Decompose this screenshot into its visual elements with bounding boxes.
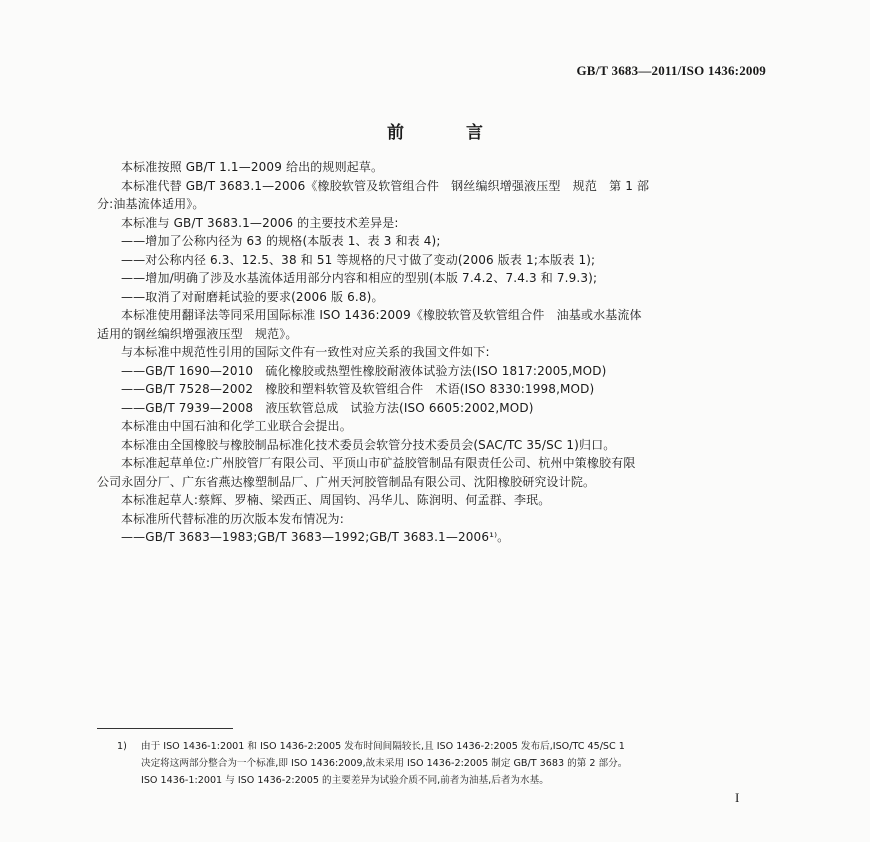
paragraph-line: ——取消了对耐磨耗试验的要求(2006 版 6.8)。 (121, 289, 384, 304)
paragraph-line: 本标准由全国橡胶与橡胶制品标准化技术委员会软管分技术委员会(SAC/TC 35/SC 1)归口。 (121, 437, 616, 452)
paragraph-line: 分:油基流体适用》。 (97, 197, 205, 211)
page-title: 前 言 (387, 123, 511, 143)
footnote-text: 由于 ISO 1436-1:2001 和 ISO 1436-2:2005 发布时间间隔较长,且 ISO 1436-2:2005 发布后,ISO/TC 45/SC 1 (141, 741, 625, 752)
footnote-block (117, 738, 777, 789)
paragraph-line: 本标准与 GB/T 3683.1—2006 的主要技术差异是: (121, 215, 399, 230)
footnote-line: ISO 1436-1:2001 与 ISO 1436-2:2005 的主要差异为试验介质不同,前者为油基,后者为水基。 (141, 775, 549, 786)
paragraph-line: ——GB/T 7939—2008 液压软管总成 试验方法(ISO 6605:2002,MOD) (121, 400, 534, 415)
paragraph-line: 与本标准中规范性引用的国际文件有一致性对应关系的我国文件如下: (121, 345, 490, 359)
paragraph-line: ——GB/T 7528—2002 橡胶和塑料软管及软管组合件 术语(ISO 8330:1998,MOD) (121, 382, 595, 396)
footnote-divider (97, 728, 233, 729)
paragraph-line: 本标准所代替标准的历次版本发布情况为: (121, 511, 344, 526)
paragraph-line: ——增加/明确了涉及水基流体适用部分内容和相应的型别(本版 7.4.2、7.4.3 和 7.9.3); (121, 271, 598, 285)
paragraph-line: 本标准起草单位:广州胶管厂有限公司、平顶山市矿益胶管制品有限责任公司、杭州中策橡胶有限 (121, 456, 636, 470)
paragraph-line: 本标准使用翻译法等同采用国际标准 ISO 1436:2009《橡胶软管及软管组合件 油基或水基流体 (121, 308, 642, 322)
foreword-body (97, 158, 777, 547)
paragraph-line: 适用的钢丝编织增强液压型 规范》。 (97, 326, 298, 341)
footnote-line (117, 738, 777, 755)
paragraph-line: ——GB/T 1690—2010 硫化橡胶或热塑性橡胶耐液体试验方法(ISO 1817:2005,MOD) (121, 363, 607, 378)
paragraph-line: 本标准代替 GB/T 3683.1—2006《橡胶软管及软管组合件 钢丝编织增强液压型 规范 第 1 部 (121, 178, 650, 193)
paragraph-line: 公司永固分厂、广东省燕达橡塑制品厂、广州天河胶管制品有限公司、沈阳橡胶研究设计院。 (97, 474, 596, 489)
page-number: I (735, 790, 740, 805)
paragraph-line: 本标准起草人:蔡辉、罗楠、梁西正、周国钧、冯华儿、陈润明、何孟群、李珉。 (121, 493, 551, 507)
paragraph-line: ——GB/T 3683—1983;GB/T 3683—1992;GB/T 3683.1—2006¹⁾。 (121, 530, 510, 544)
footnote-line: 决定将这两部分整合为一个标准,即 ISO 1436:2009,故未采用 ISO 1436-2:2005 制定 GB/T 3683 的第 2 部分。 (141, 758, 628, 769)
paragraph-line: 本标准按照 GB/T 1.1—2009 给出的规则起草。 (121, 160, 384, 174)
paragraph-line: 本标准由中国石油和化学工业联合会提出。 (121, 419, 352, 433)
standard-code-header: GB/T 3683—2011/ISO 1436:2009 (576, 63, 766, 78)
paragraph-line: ——增加了公称内径为 63 的规格(本版表 1、表 3 和表 4); (121, 234, 441, 248)
footnote-number: 1) (117, 741, 127, 752)
paragraph-line: ——对公称内径 6.3、12.5、38 和 51 等规格的尺寸做了变动(2006 版表 1;本版表 1); (121, 252, 596, 267)
